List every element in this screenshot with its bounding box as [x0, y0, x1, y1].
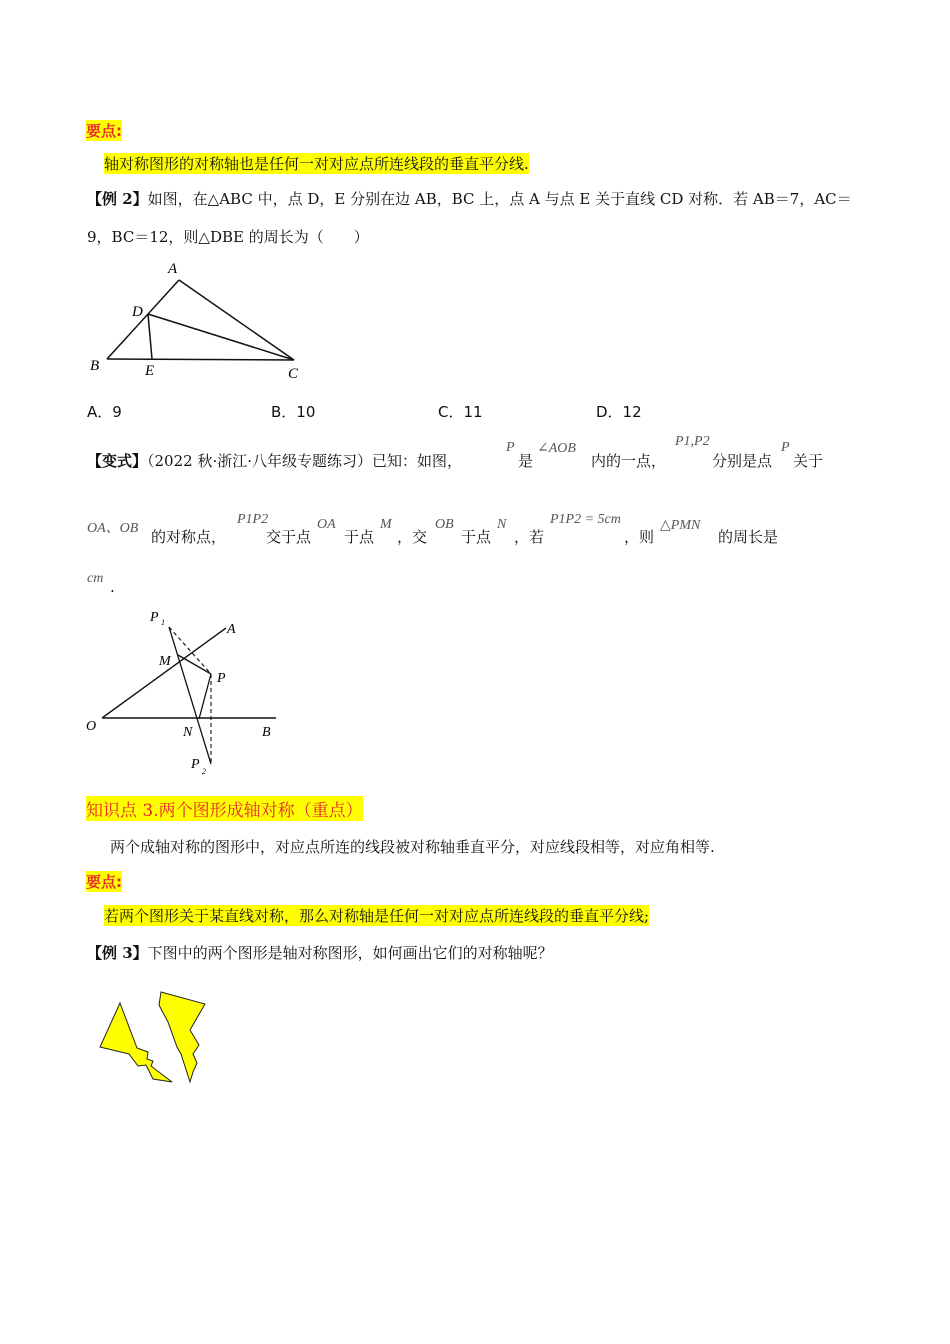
math-cm: cm	[87, 571, 104, 586]
example-3-tag: 【例 3】	[87, 944, 148, 962]
ray-oa	[102, 628, 226, 718]
section-heading-3: 知识点 3.两个图形成轴对称（重点）	[86, 796, 363, 821]
label-p2-sub: 2	[202, 767, 206, 776]
example-2-text-1: 如图，在△ABC 中，点 D，E 分别在边 AB，BC 上，点 A 与点 E 关于直线 CD 对称．若 AB＝7，AC＝	[147, 190, 852, 208]
math-p1p2-eq: P1P2 = 5cm	[550, 512, 621, 527]
option-b: B．10	[271, 403, 316, 421]
key-point-label: 要点:	[86, 122, 122, 140]
math-p-2: P	[781, 440, 790, 455]
label-p2: P	[191, 757, 200, 772]
option-c: C．11	[438, 403, 483, 421]
math-n: N	[497, 517, 507, 532]
math-triangle-pmn: △PMN	[660, 518, 701, 533]
math-angle-aob: ∠AOB	[537, 441, 576, 456]
example-2-line-1	[87, 188, 852, 209]
variant-text: 于点	[344, 528, 375, 546]
example-3-text: 下图中的两个图形是轴对称图形，如何画出它们的对称轴呢？	[147, 944, 553, 962]
segment-dc	[148, 314, 294, 360]
label-p: P	[217, 671, 226, 686]
math-oa: OA	[317, 517, 336, 532]
variant-text: 交于点	[266, 528, 312, 546]
variant-text: 关于	[793, 452, 824, 470]
variant-text: ，交	[397, 528, 428, 546]
side-bc	[107, 359, 294, 360]
variant-text: 的对称点，	[151, 528, 227, 546]
label-p1: P	[150, 610, 159, 625]
variant-text: 分别是点	[712, 452, 773, 470]
variant-line-1	[87, 450, 462, 471]
math-p1-p2: P1,P2	[675, 434, 710, 449]
variant-text: 的周长是	[718, 528, 779, 546]
label-o: O	[86, 719, 97, 734]
yellow-shape-left	[100, 1003, 172, 1082]
segment-pn	[199, 674, 211, 719]
side-ba	[107, 280, 179, 359]
math-p1p2: P1P2	[237, 512, 269, 527]
key-point-label-2: 要点:	[86, 873, 122, 891]
yellow-shape-right	[159, 992, 205, 1082]
label-b-2: B	[262, 725, 271, 740]
variant-text: 是	[518, 452, 534, 470]
reflection-figure	[80, 598, 290, 783]
key-point-text-2: 若两个图形关于某直线对称，那么对称轴是任何一对对应点所连线段的垂直平分线;	[104, 907, 650, 925]
variant-text: ，则	[624, 528, 655, 546]
label-p1-sub: 1	[161, 618, 165, 627]
variant-text: ，若	[514, 528, 545, 546]
label-e: E	[145, 363, 155, 379]
segment-de	[148, 314, 152, 359]
variant-text: 已知：如图，	[372, 452, 463, 470]
dashed-p1p	[169, 627, 211, 674]
label-c: C	[288, 366, 299, 382]
symmetric-shapes-figure	[95, 982, 220, 1087]
math-m: M	[380, 517, 392, 532]
label-m: M	[159, 654, 171, 669]
variant-text: .	[110, 578, 115, 596]
option-a: A．9	[87, 403, 122, 421]
math-ob: OB	[435, 517, 454, 532]
variant-source: （2022 秋·浙江·八年级专题练习）	[147, 452, 372, 470]
option-d: D．12	[596, 403, 642, 421]
variant-text: 内的一点，	[591, 452, 667, 470]
key-point-text: 轴对称图形的对称轴也是任何一对对应点所连线段的垂直平分线.	[104, 155, 529, 173]
example-2-line-2: 9，BC＝12，则△DBE 的周长为（ ）	[87, 228, 369, 246]
variant-text: 于点	[461, 528, 492, 546]
label-a: A	[168, 261, 178, 277]
label-d: D	[132, 304, 143, 320]
math-oa-ob: OA、OB	[87, 521, 139, 536]
label-a-2: A	[227, 622, 236, 637]
example-2-tag: 【例 2】	[87, 190, 148, 208]
side-ac	[179, 280, 294, 360]
triangle-figure	[80, 258, 310, 383]
label-b: B	[90, 358, 100, 374]
section-3-paragraph: 两个成轴对称的图形中，对应点所连的线段被对称轴垂直平分，对应线段相等，对应角相等.	[110, 838, 715, 856]
variant-tag: 【变式】	[87, 452, 148, 470]
math-p: P	[506, 440, 515, 455]
label-n: N	[183, 725, 193, 740]
example-3-line	[87, 942, 553, 963]
